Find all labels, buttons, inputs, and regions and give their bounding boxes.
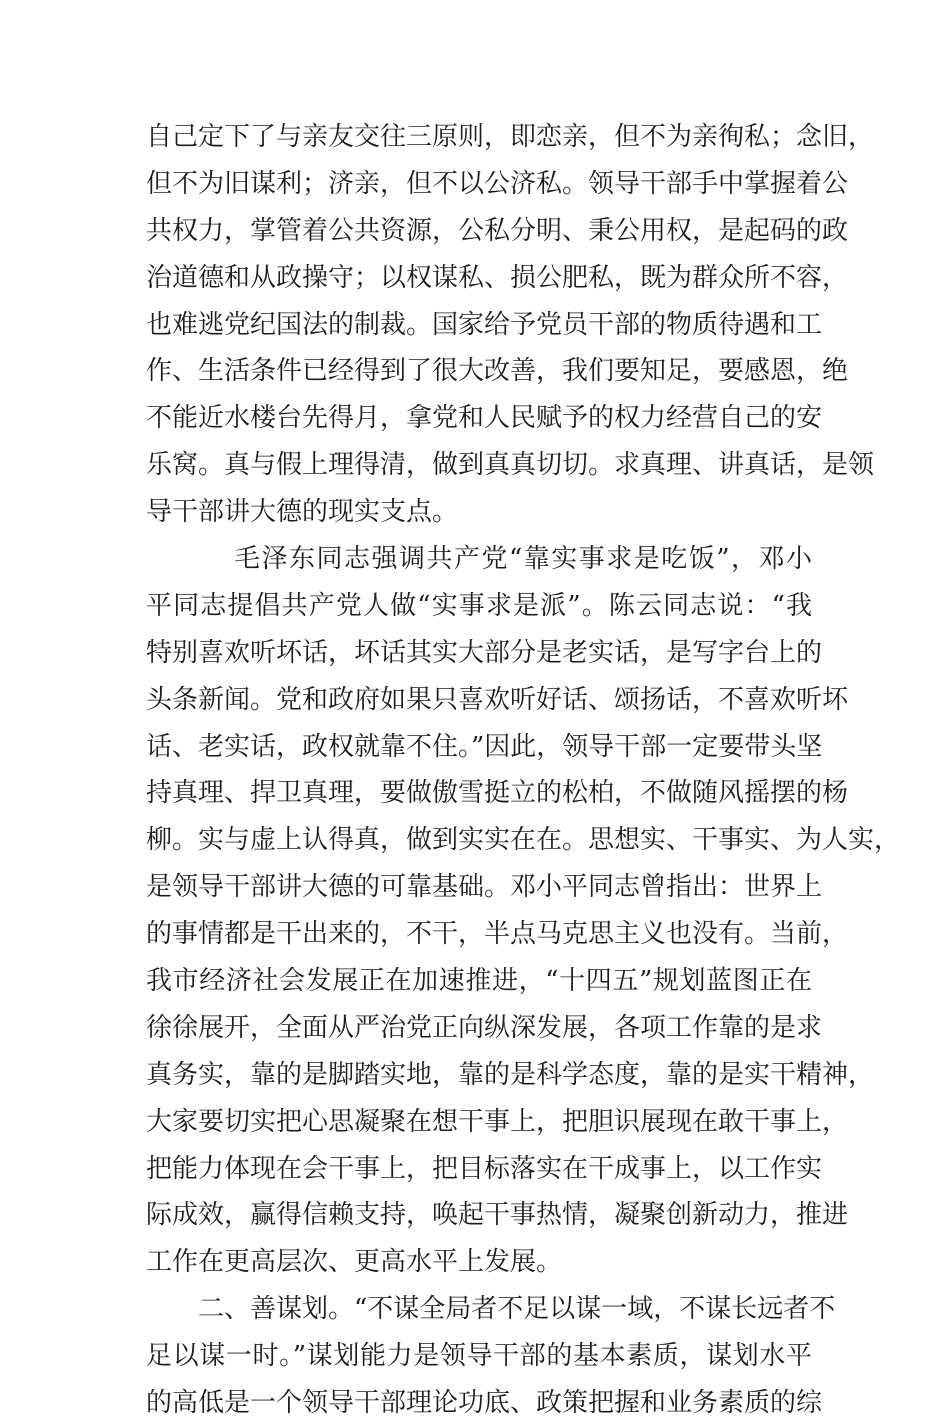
text-line: 平同志提倡共产党人做“实事求是派”。陈云同志说：“我 <box>146 590 812 621</box>
text-line: 话、老实话，政权就靠不住。”因此，领导干部一定要带头坚 <box>146 731 823 762</box>
text-line: 柳。实与虚上认得真，做到实实在在。思想实、干事实、为人实， <box>146 825 901 856</box>
body-text <box>146 114 901 1427</box>
paragraph-start-line: 毛泽东同志强调共产党“靠实事求是吃饭”，邓小 <box>234 544 812 575</box>
paragraph-start-line: 二、善谋划。“不谋全局者不足以谋一域，不谋长远者不 <box>198 1294 836 1325</box>
text-line: 头条新闻。党和政府如果只喜欢听好话、颂扬话，不喜欢听坏 <box>146 684 849 715</box>
text-line: 足以谋一时。”谋划能力是领导干部的基本素质，谋划水平 <box>146 1341 812 1372</box>
text-line: 的高低是一个领导干部理论功底、政策把握和业务素质的综 <box>146 1388 823 1419</box>
text-line: 自己定下了与亲友交往三原则，即恋亲，但不为亲徇私；念旧， <box>146 122 875 152</box>
text-line: 把能力体现在会干事上，把目标落实在干成事上，以工作实 <box>146 1153 823 1184</box>
text-line: 的事情都是干出来的，不干，半点马克思主义也没有。当前， <box>146 919 849 950</box>
text-line: 作、生活条件已经得到了很大改善，我们要知足，要感恩，绝 <box>146 356 849 387</box>
text-line: 乐窝。真与假上理得清，做到真真切切。求真理、讲真话，是领 <box>146 450 875 481</box>
text-line: 特别喜欢听坏话，坏话其实大部分是老实话，是写字台上的 <box>146 637 823 668</box>
text-line: 是领导干部讲大德的可靠基础。邓小平同志曾指出：世界上 <box>146 872 823 903</box>
text-line: 治道德和从政操守；以权谋私、损公肥私，既为群众所不容， <box>146 262 849 293</box>
text-line: 工作在更高层次、更高水平上发展。 <box>146 1247 563 1278</box>
text-line: 真务实，靠的是脚踏实地，靠的是科学态度，靠的是实干精神， <box>146 1059 875 1090</box>
text-line: 但不为旧谋利；济亲，但不以公济私。领导干部手中掌握着公 <box>146 168 849 199</box>
text-line: 也难逃党纪国法的制裁。国家给予党员干部的物质待遇和工 <box>146 309 823 340</box>
text-line: 持真理、捍卫真理，要做傲雪挺立的松柏，不做随风摇摆的杨 <box>146 778 849 809</box>
text-line: 不能近水楼台先得月，拿党和人民赋予的权力经营自己的安 <box>146 403 823 434</box>
text-line: 我市经济社会发展正在加速推进，“十四五”规划蓝图正在 <box>146 966 812 997</box>
text-line: 大家要切实把心思凝聚在想干事上，把胆识展现在敢干事上， <box>146 1106 849 1137</box>
text-line: 共权力，掌管着公共资源，公私分明、秉公用权，是起码的政 <box>146 215 849 246</box>
text-line: 际成效，赢得信赖支持，唤起干事热情，凝聚创新动力，推进 <box>146 1200 849 1231</box>
text-line: 徐徐展开，全面从严治党正向纵深发展，各项工作靠的是求 <box>146 1012 823 1043</box>
text-line: 导干部讲大德的现实支点。 <box>146 497 459 528</box>
